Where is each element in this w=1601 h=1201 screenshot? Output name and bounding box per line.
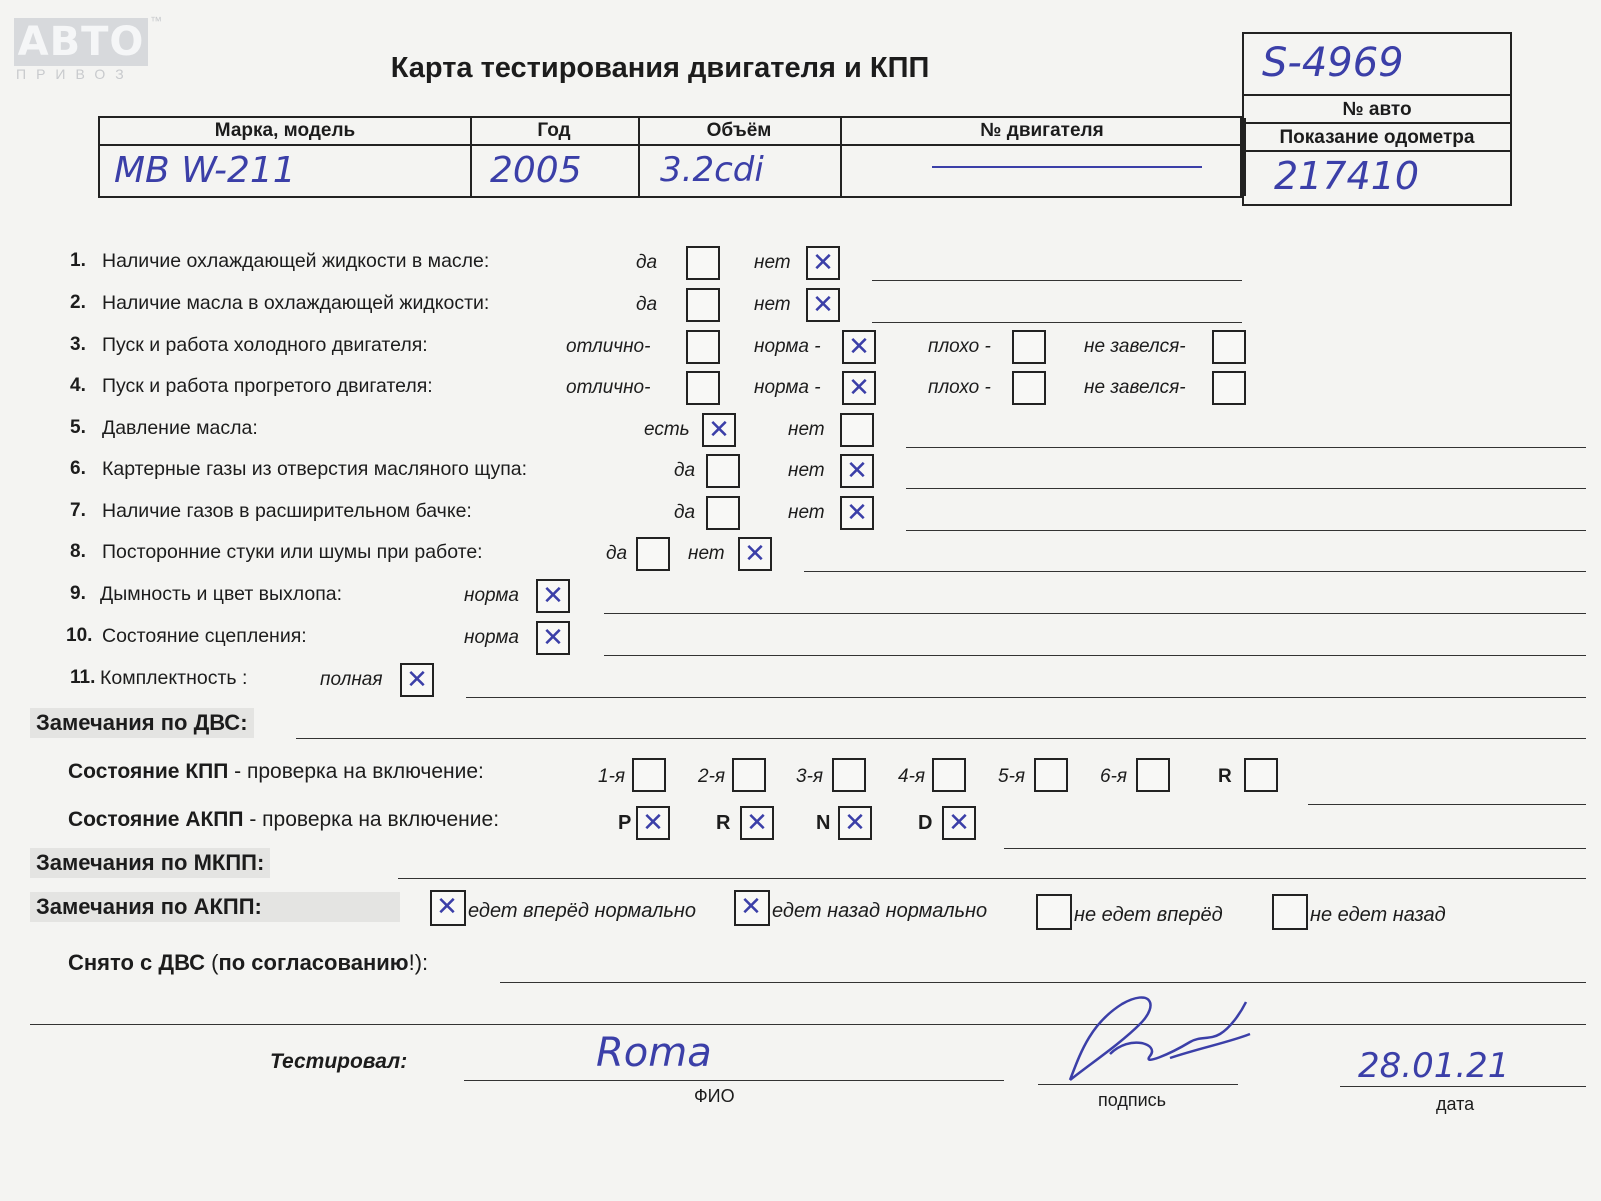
row-answer-line[interactable]: [604, 613, 1586, 614]
logo-trademark: ™: [150, 14, 162, 28]
option-label: норма -: [754, 336, 821, 357]
header-label-year: Год: [537, 120, 571, 141]
option-checkbox[interactable]: [686, 246, 720, 280]
row-number: 7.: [70, 500, 86, 521]
option-label: нет: [688, 543, 725, 564]
akpp-line[interactable]: [1004, 848, 1586, 849]
akpp-remark-label: едет вперёд нормально: [468, 900, 697, 922]
akpp-remark-checkbox[interactable]: [430, 890, 466, 926]
option-checkbox[interactable]: [706, 496, 740, 530]
volume-value: 3.2cdi: [660, 150, 764, 190]
row-label: Состояние сцепления:: [102, 625, 307, 647]
row-answer-line[interactable]: [906, 447, 1586, 448]
gear-label: 6-я: [1100, 766, 1128, 787]
row-label: Дымность и цвет выхлопа:: [100, 583, 343, 605]
row-label: Наличие охлаждающей жидкости в масле:: [102, 250, 490, 272]
row-number: 6.: [70, 458, 86, 479]
option-checkbox[interactable]: [1012, 371, 1046, 405]
date-value: 28.01.21: [1358, 1046, 1510, 1086]
remarks-mkpp-line[interactable]: [398, 878, 1586, 879]
gear-checkbox[interactable]: [1244, 758, 1278, 792]
row-number: 5.: [70, 417, 86, 438]
row-answer-line[interactable]: [604, 655, 1586, 656]
mode-label: R: [716, 812, 731, 834]
row-label: Посторонние стуки или шумы при работе:: [102, 541, 483, 563]
option-checkbox[interactable]: [536, 579, 570, 613]
option-checkbox[interactable]: [840, 496, 874, 530]
row-number: 2.: [70, 292, 86, 313]
year-value: 2005: [490, 150, 582, 191]
option-checkbox[interactable]: [686, 330, 720, 364]
option-label: норма: [464, 585, 519, 606]
option-label: нет: [788, 419, 825, 440]
akpp-remark-label: не едет назад: [1310, 904, 1446, 926]
header-label-odometer: Показание одометра: [1242, 122, 1512, 152]
gear-label: R: [1218, 766, 1232, 787]
option-label: есть: [644, 419, 690, 440]
gear-checkbox[interactable]: [1034, 758, 1068, 792]
option-checkbox[interactable]: [686, 371, 720, 405]
option-label: нет: [788, 460, 825, 481]
row-number: 1.: [70, 250, 86, 271]
mode-checkbox[interactable]: [636, 806, 670, 840]
gear-checkbox[interactable]: [832, 758, 866, 792]
signature-line[interactable]: [1038, 1084, 1238, 1085]
remarks-mkpp-label: Замечания по МКПП:: [30, 848, 270, 878]
option-checkbox[interactable]: [840, 454, 874, 488]
row-answer-line[interactable]: [466, 697, 1586, 698]
model-value: MB W-211: [114, 150, 296, 191]
gear-checkbox[interactable]: [1136, 758, 1170, 792]
gear-checkbox[interactable]: [632, 758, 666, 792]
row-number: 3.: [70, 334, 86, 355]
option-label: нет: [788, 502, 825, 523]
mode-label: P: [618, 812, 632, 834]
header-label-volume: Объём: [706, 120, 772, 141]
signature-caption: подпись: [1098, 1090, 1167, 1110]
akpp-remark-checkbox[interactable]: [1036, 894, 1072, 930]
tester-name: Roma: [596, 1030, 712, 1076]
gear-label: 4-я: [898, 766, 926, 787]
option-checkbox[interactable]: [1212, 330, 1246, 364]
date-caption: дата: [1436, 1094, 1475, 1114]
kpp-line[interactable]: [1308, 804, 1586, 805]
logo: АВТО: [14, 18, 148, 66]
mode-label: N: [816, 812, 831, 834]
row-number: 4.: [70, 375, 86, 396]
remarks-akpp-label: Замечания по АКПП:: [30, 892, 400, 922]
date-line[interactable]: [1340, 1086, 1586, 1087]
option-label: отлично-: [566, 336, 651, 357]
removed-line[interactable]: [500, 982, 1586, 983]
gear-label: 3-я: [796, 766, 824, 787]
option-label: норма -: [754, 377, 821, 398]
vehicle-header-table: [98, 116, 1242, 198]
option-checkbox[interactable]: [842, 330, 876, 364]
option-label: да: [636, 294, 658, 315]
akpp-remark-checkbox[interactable]: [1272, 894, 1308, 930]
option-label: нет: [754, 294, 791, 315]
name-caption: ФИО: [694, 1086, 735, 1106]
mode-checkbox[interactable]: [740, 806, 774, 840]
option-checkbox[interactable]: [806, 288, 840, 322]
option-label: да: [636, 252, 658, 273]
option-label: плохо -: [928, 336, 991, 357]
row-answer-line[interactable]: [906, 530, 1586, 531]
option-checkbox[interactable]: [636, 537, 670, 571]
option-checkbox[interactable]: [702, 413, 736, 447]
akpp-remark-label: не едет вперёд: [1074, 904, 1223, 926]
logo-subtitle: ПРИВОЗ: [16, 66, 134, 82]
row-label: Наличие масла в охлаждающей жидкости:: [102, 292, 490, 314]
option-label: да: [674, 460, 696, 481]
row-answer-line[interactable]: [804, 571, 1586, 572]
row-label: Давление масла:: [102, 417, 258, 439]
akpp-remark-label: едет назад нормально: [772, 900, 988, 922]
row-label: Пуск и работа холодного двигателя:: [102, 334, 428, 356]
akpp-label: Состояние АКПП - проверка на включение:: [68, 808, 500, 831]
option-label: отлично-: [566, 377, 651, 398]
option-checkbox[interactable]: [806, 246, 840, 280]
page-title: Карта тестирования двигателя и КПП: [390, 52, 930, 84]
gear-checkbox[interactable]: [732, 758, 766, 792]
option-label: не завелся-: [1084, 336, 1186, 357]
option-checkbox[interactable]: [400, 663, 434, 697]
tested-by-label: Тестировал:: [270, 1050, 408, 1073]
row-number: 11.: [70, 667, 96, 688]
signature-image: [1050, 984, 1260, 1094]
gear-checkbox[interactable]: [932, 758, 966, 792]
option-checkbox[interactable]: [738, 537, 772, 571]
option-checkbox[interactable]: [842, 371, 876, 405]
row-number: 10.: [66, 625, 93, 646]
removed-from-dvs-label: Снято с ДВС (по согласованию!):: [68, 950, 429, 975]
row-label: Наличие газов в расширительном бачке:: [102, 500, 472, 522]
header-label-model: Марка, модель: [214, 120, 356, 141]
row-answer-line[interactable]: [872, 322, 1242, 323]
option-checkbox[interactable]: [536, 621, 570, 655]
gear-label: 1-я: [598, 766, 626, 787]
gear-label: 2-я: [698, 766, 726, 787]
row-label: Картерные газы из отверстия масляного щупа:: [102, 458, 528, 480]
akpp-remark-checkbox[interactable]: [734, 890, 770, 926]
row-number: 9.: [70, 583, 86, 604]
mode-checkbox[interactable]: [838, 806, 872, 840]
option-label: плохо -: [928, 377, 991, 398]
remarks-dvs-label: Замечания по ДВС:: [30, 708, 254, 738]
option-label: полная: [320, 669, 383, 690]
row-answer-line[interactable]: [906, 488, 1586, 489]
name-line[interactable]: [464, 1080, 1004, 1081]
option-label: нет: [754, 252, 791, 273]
row-answer-line[interactable]: [872, 280, 1242, 281]
removed-line-2[interactable]: [30, 1024, 1586, 1025]
option-label: норма: [464, 627, 519, 648]
option-label: да: [606, 543, 628, 564]
auto-number-label: № авто: [1342, 99, 1412, 120]
option-checkbox[interactable]: [706, 454, 740, 488]
option-checkbox[interactable]: [1012, 330, 1046, 364]
row-label: Комплектность :: [100, 667, 248, 689]
remarks-dvs-line[interactable]: [296, 738, 1586, 739]
row-label: Пуск и работа прогретого двигателя:: [102, 375, 433, 397]
row-number: 8.: [70, 541, 86, 562]
auto-number-value: S-4969: [1262, 40, 1404, 86]
mode-label: D: [918, 812, 933, 834]
mode-checkbox[interactable]: [942, 806, 976, 840]
option-label: не завелся-: [1084, 377, 1186, 398]
header-label-engine-number: № двигателя: [980, 120, 1104, 141]
kpp-label: Состояние КПП - проверка на включение:: [68, 760, 484, 783]
gear-label: 5-я: [998, 766, 1026, 787]
engine-number-dash: [932, 166, 1202, 168]
option-checkbox[interactable]: [840, 413, 874, 447]
option-label: да: [674, 502, 696, 523]
option-checkbox[interactable]: [686, 288, 720, 322]
option-checkbox[interactable]: [1212, 371, 1246, 405]
odometer-value: 217410: [1274, 154, 1420, 198]
